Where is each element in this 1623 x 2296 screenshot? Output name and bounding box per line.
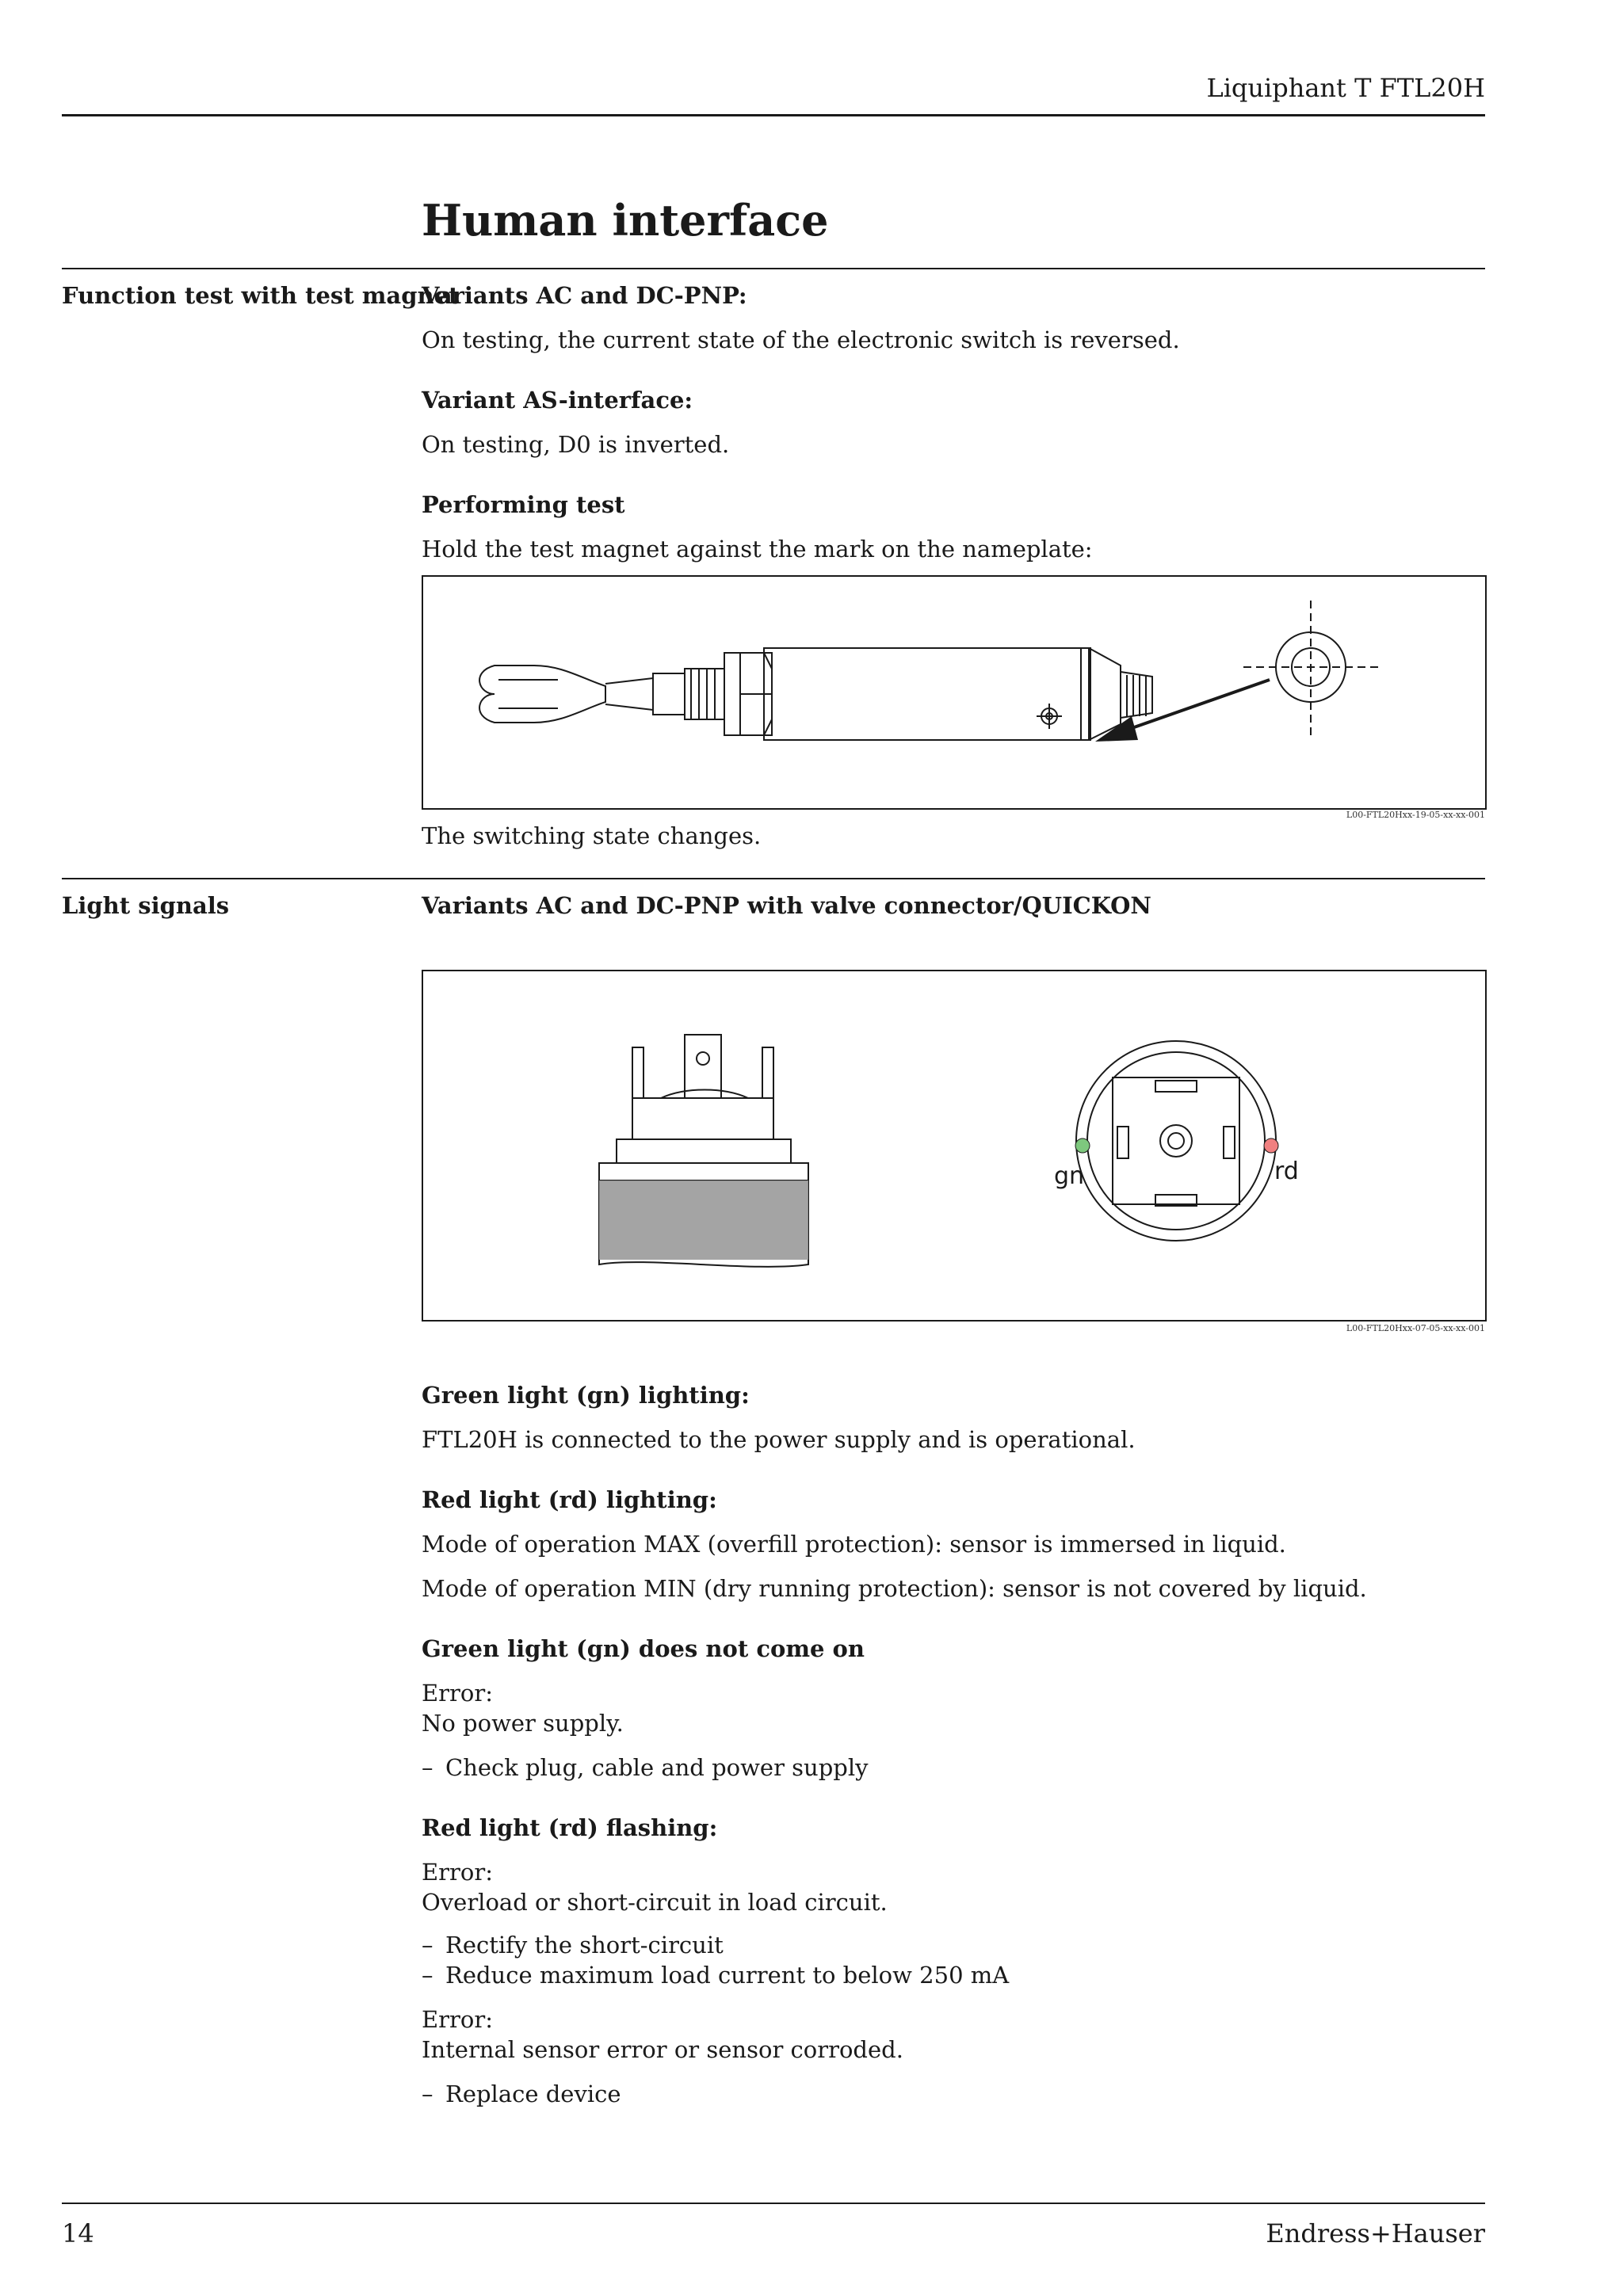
connector-drawing bbox=[423, 971, 1485, 1320]
section-rule bbox=[62, 268, 1485, 269]
paragraph: Hold the test magnet against the mark on the nameplate: bbox=[422, 536, 1093, 563]
heading-red-lighting: Red light (rd) lighting: bbox=[422, 1486, 717, 1513]
figure-code: L00-FTL20Hxx-07-05-xx-xx-001 bbox=[1346, 1323, 1485, 1333]
error-label: Error: bbox=[422, 2006, 493, 2033]
error-text: Internal sensor error or sensor corroded. bbox=[422, 2036, 903, 2063]
footer-brand: Endress+Hauser bbox=[1266, 2218, 1485, 2248]
error-text: Overload or short-circuit in load circuit. bbox=[422, 1889, 888, 1916]
action-text: Check plug, cable and power supply bbox=[445, 1754, 869, 1781]
page-title: Human interface bbox=[422, 195, 829, 246]
running-header: Liquiphant T FTL20H bbox=[1206, 73, 1485, 103]
action-item: – Reduce maximum load current to below 250 mA bbox=[422, 1962, 1010, 1989]
footer-rule bbox=[62, 2203, 1485, 2204]
action-item: – Replace device bbox=[422, 2081, 621, 2107]
action-item: – Check plug, cable and power supply bbox=[422, 1754, 869, 1781]
error-label: Error: bbox=[422, 1680, 493, 1707]
device-drawing bbox=[423, 577, 1485, 808]
header-rule bbox=[62, 114, 1485, 116]
action-text: Rectify the short-circuit bbox=[445, 1932, 724, 1958]
error-text: No power supply. bbox=[422, 1710, 624, 1737]
side-label-function-test: Function test with test magnet bbox=[62, 282, 460, 309]
green-led-icon bbox=[1075, 1138, 1090, 1153]
heading-valve-connector: Variants AC and DC-PNP with valve connector/QUICKON bbox=[422, 892, 1151, 919]
heading-red-flashing: Red light (rd) flashing: bbox=[422, 1814, 718, 1841]
paragraph: On testing, D0 is inverted. bbox=[422, 431, 730, 458]
side-label-light-signals: Light signals bbox=[62, 892, 230, 919]
figure-light-signals bbox=[422, 970, 1487, 1322]
label-rd: rd bbox=[1274, 1158, 1299, 1185]
paragraph: FTL20H is connected to the power supply and is operational. bbox=[422, 1426, 1136, 1453]
error-label: Error: bbox=[422, 1859, 493, 1886]
action-text: Replace device bbox=[445, 2081, 621, 2107]
page-number: 14 bbox=[62, 2218, 94, 2248]
action-text: Reduce maximum load current to below 250 mA bbox=[445, 1962, 1010, 1989]
label-gn: gn bbox=[1054, 1162, 1085, 1190]
heading-variants-ac-dc: Variants AC and DC-PNP: bbox=[422, 282, 747, 309]
paragraph: The switching state changes. bbox=[422, 822, 762, 849]
action-item: – Rectify the short-circuit bbox=[422, 1932, 724, 1958]
paragraph: Mode of operation MIN (dry running protection): sensor is not covered by liquid. bbox=[422, 1575, 1367, 1602]
paragraph: On testing, the current state of the electronic switch is reversed. bbox=[422, 326, 1180, 353]
paragraph: Mode of operation MAX (overfill protection): sensor is immersed in liquid. bbox=[422, 1531, 1286, 1558]
heading-performing-test: Performing test bbox=[422, 491, 625, 518]
red-led-icon bbox=[1264, 1138, 1278, 1153]
heading-as-interface: Variant AS-interface: bbox=[422, 387, 693, 414]
heading-green-off: Green light (gn) does not come on bbox=[422, 1635, 865, 1662]
figure-test-magnet bbox=[422, 575, 1487, 810]
heading-green-lighting: Green light (gn) lighting: bbox=[422, 1382, 750, 1409]
figure-code: L00-FTL20Hxx-19-05-xx-xx-001 bbox=[1346, 810, 1485, 820]
section-rule bbox=[62, 878, 1485, 879]
